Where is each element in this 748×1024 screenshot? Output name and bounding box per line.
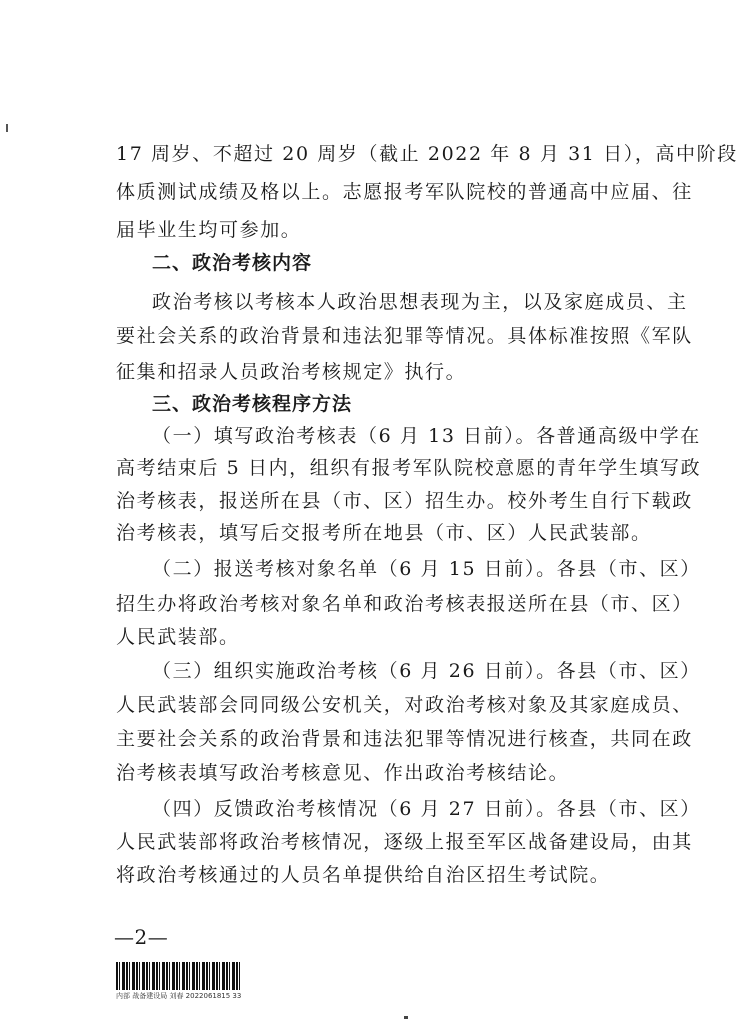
document-barcode [116,962,240,1001]
body-line-3: 届毕业生均可参加。 [116,219,302,241]
body-line-6: 要社会关系的政治背景和违法犯罪等情况。具体标准按照《军队 [116,325,693,347]
subsection-1-line-4: 治考核表，填写后交报考所在地县（市、区）人民武装部。 [116,522,652,544]
subsection-1-line-1: （一）填写政治考核表（6 月 13 日前）。各普通高级中学在 [152,425,701,447]
subsection-4-line-2: 人民武装部将政治考核情况，逐级上报至军区战备建设局，由其 [116,831,693,853]
subsection-2-line-2: 招生办将政治考核对象名单和政治考核表报送所在县（市、区） [116,593,693,615]
subsection-3-line-4: 治考核表填写政治考核意见、作出政治考核结论。 [116,762,570,784]
body-line-1: 17 周岁、不超过 20 周岁（截止 2022 年 8 月 31 日），高中阶段 [116,143,738,165]
subsection-2-line-3: 人民武装部。 [116,626,240,648]
subsection-3-line-3: 主要社会关系的政治背景和违法犯罪等情况进行核查，共同在政 [116,728,693,750]
subsection-1-line-3: 治考核表，报送所在县（市、区）招生办。校外考生自行下载政 [116,490,693,512]
barcode-caption: 内部 战备建设局 刘春 2022061815 33 [116,992,242,1000]
subsection-4-line-1: （四）反馈政治考核情况（6 月 27 日前）。各县（市、区） [152,798,701,820]
margin-mark [6,124,8,132]
subsection-3-line-1: （三）组织实施政治考核（6 月 26 日前）。各县（市、区） [152,660,701,682]
section-heading-2: 二、政治考核内容 [152,252,313,274]
body-line-2: 体质测试成绩及格以上。志愿报考军队院校的普通高中应届、往 [116,181,693,203]
section-heading-3: 三、政治考核程序方法 [152,393,353,415]
body-line-5: 政治考核以考核本人政治思想表现为主，以及家庭成员、主 [152,291,688,313]
page-number: —2— [114,925,169,949]
subsection-3-line-2: 人民武装部会同同级公安机关，对政治考核对象及其家庭成员、 [116,694,693,716]
subsection-2-line-1: （二）报送考核对象名单（6 月 15 日前）。各县（市、区） [152,558,701,580]
subsection-4-line-3: 将政治考核通过的人员名单提供给自治区招生考试院。 [116,864,611,886]
barcode-graphic [116,962,240,990]
subsection-1-line-2: 高考结束后 5 日内，组织有报考军队院校意愿的青年学生填写政 [116,457,702,479]
body-line-7: 征集和招录人员政治考核规定》执行。 [116,361,467,383]
scan-speck [404,1016,408,1019]
